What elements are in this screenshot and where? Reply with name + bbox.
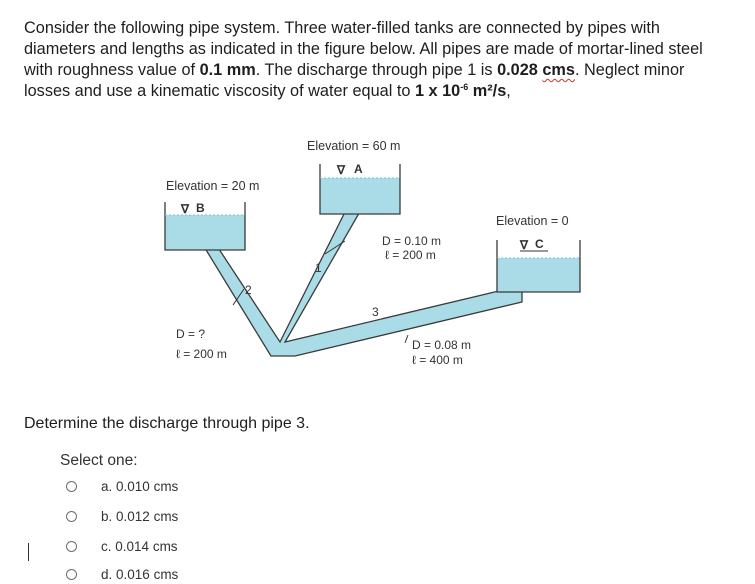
option-a-text: 0.010 cms bbox=[116, 478, 179, 494]
pipe-2-diameter: D = ? bbox=[176, 327, 206, 341]
option-b[interactable] bbox=[66, 506, 178, 526]
option-d[interactable] bbox=[66, 564, 178, 584]
pipe-1-number: 1 bbox=[315, 261, 322, 275]
text-cursor bbox=[28, 543, 29, 561]
option-b-letter: b. bbox=[101, 508, 113, 524]
option-c-text: 0.014 cms bbox=[115, 538, 178, 554]
pipe-system-figure bbox=[150, 130, 590, 380]
pipe-1-length: ℓ = 200 m bbox=[385, 248, 436, 262]
radio-d[interactable] bbox=[66, 569, 77, 580]
pipe-1-diameter: D = 0.10 m bbox=[382, 234, 442, 248]
problem-line-3: with roughness value of 0.1 mm. The discharge through pipe 1 is 0.028 cms. Neglect minor bbox=[24, 61, 685, 79]
option-a[interactable] bbox=[66, 476, 178, 496]
problem-line-1: Consider the following pipe system. Three water-filled tanks are connected by pipes with bbox=[24, 19, 660, 37]
tank-a bbox=[307, 139, 400, 214]
tank-c-label: C bbox=[535, 237, 544, 251]
viscosity-value: 1 x $10^{-6}$ m²/s bbox=[414, 82, 507, 100]
option-a-letter: a. bbox=[101, 478, 113, 494]
pipe-2-length: ℓ = 200 m bbox=[176, 347, 227, 361]
option-c-letter: c. bbox=[101, 538, 112, 554]
problem-statement bbox=[24, 18, 739, 102]
tank-c-symbol-icon: ∇ bbox=[520, 238, 529, 252]
option-d-letter: d. bbox=[101, 566, 113, 582]
option-d-text: 0.016 cms bbox=[116, 566, 179, 582]
radio-b[interactable] bbox=[66, 511, 77, 522]
pipe-3-leader bbox=[405, 335, 408, 343]
tank-a-label: A bbox=[354, 162, 363, 176]
question-text: Determine the discharge through pipe 3. bbox=[24, 415, 310, 432]
pipe-3-diameter: D = 0.08 m bbox=[412, 338, 472, 352]
tank-a-symbol-icon: ∇ bbox=[337, 163, 346, 177]
pipe-3-number: 3 bbox=[372, 305, 379, 319]
tank-c bbox=[496, 214, 580, 292]
tank-c-elevation: Elevation = 0 bbox=[496, 214, 569, 228]
option-c[interactable] bbox=[66, 536, 178, 556]
tank-b-label: B bbox=[196, 201, 205, 215]
option-b-text: 0.012 cms bbox=[116, 508, 179, 524]
radio-c[interactable] bbox=[66, 541, 77, 552]
radio-a[interactable] bbox=[66, 481, 77, 492]
roughness-value: 0.1 mm bbox=[199, 61, 256, 79]
problem-line-2: diameters and lengths as indicated in the figure below. All pipes are made of mortar-lined steel bbox=[24, 40, 703, 58]
spellcheck-word: cms bbox=[542, 61, 575, 79]
pipe-3-length: ℓ = 400 m bbox=[412, 353, 463, 367]
pipe-2-number: 2 bbox=[245, 283, 252, 297]
pipe-network bbox=[200, 208, 522, 356]
tank-b-symbol-icon: ∇ bbox=[181, 202, 190, 216]
tank-b-elevation: Elevation = 20 m bbox=[166, 179, 260, 193]
problem-line-4: losses and use a kinematic viscosity of water equal to 1 x $10^{-6}$ m²/s, bbox=[24, 82, 511, 100]
tank-b bbox=[165, 179, 259, 250]
tank-a-elevation: Elevation = 60 m bbox=[307, 139, 401, 153]
discharge-value: 0.028 cms bbox=[497, 61, 575, 79]
select-one-label: Select one: bbox=[60, 452, 138, 469]
